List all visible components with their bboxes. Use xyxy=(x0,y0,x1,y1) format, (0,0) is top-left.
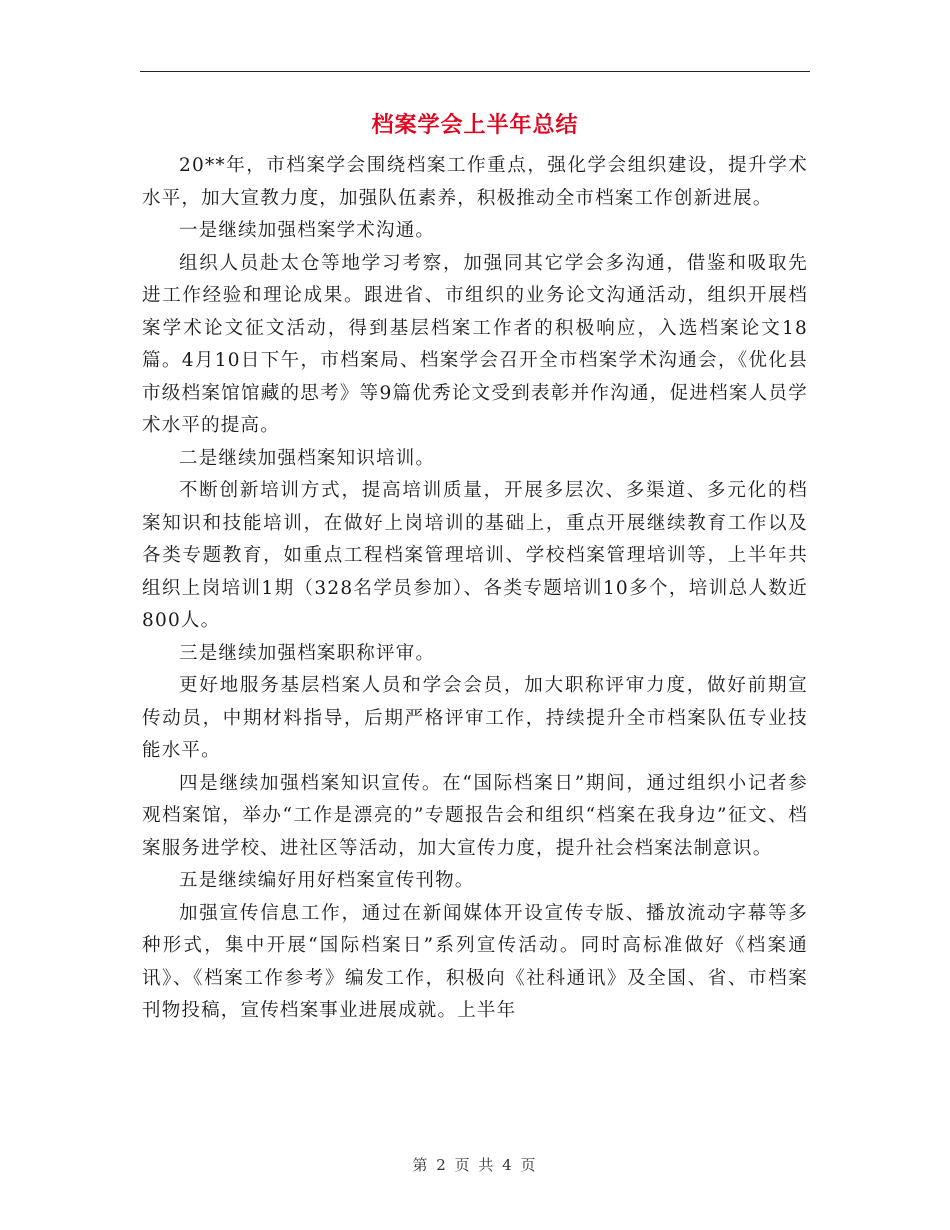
document-title: 档案学会上半年总结 xyxy=(371,113,579,138)
document-body xyxy=(142,150,808,1028)
header-rule xyxy=(140,71,810,72)
section-heading-5: 五是继续编好用好档案宣传刊物。 xyxy=(179,870,475,891)
paragraph-1: 组织人员赴太仓等地学习考察，加强同其它学会多沟通，借鉴和吸取先进工作经验和理论成果。跟进省、市组织的业务论文沟通活动，组织开展档案学术论文征文活动，得到基层档案工作者的积极响应，入选档案论文18篇。4月10日下午，市档案局、档案学会召开全市档案学术沟通会，《优化县市级档案馆馆藏的思考》等9篇优秀论文受到表彰并作沟通，促进档案人员学术水平的提高。 xyxy=(142,252,808,436)
paragraph-5: 加强宣传信息工作，通过在新闻媒体开设宣传专版、播放流动字幕等多种形式，集中开展“国际档案日”系列宣传活动。同时高标准做好《档案通讯》、《档案工作参考》编发工作，积极向《社科通讯》及全国、省、市档案刊物投稿，宣传档案事业进展成就。上半年 xyxy=(142,902,808,1021)
paragraph-2: 不断创新培训方式，提高培训质量，开展多层次、多渠道、多元化的档案知识和技能培训，在做好上岗培训的基础上，重点开展继续教育工作以及各类专题教育，如重点工程档案管理培训、学校档案管理培训等，上半年共组织上岗培训1期（328名学员参加）、各类专题培训10多个，培训总人数近800人。 xyxy=(142,480,808,631)
paragraph-3: 更好地服务基层档案人员和学会会员，加大职称评审力度，做好前期宣传动员，中期材料指导，后期严格评审工作，持续提升全市档案队伍专业技能水平。 xyxy=(142,675,808,761)
page-number-footer: 第 2 页 共 4 页 xyxy=(412,1156,538,1174)
section-heading-3: 三是继续加强档案职称评审。 xyxy=(179,642,436,664)
section-heading-2: 二是继续加强档案知识培训。 xyxy=(179,447,436,469)
paragraph-4: 四是继续加强档案知识宣传。在“国际档案日”期间，通过组织小记者参观档案馆，举办“工作是漂亮的”专题报告会和组织“档案在我身边”征文、档案服务进学校、进社区等活动，加大宣传力度，提升社会档案法制意识。 xyxy=(142,772,808,859)
paragraph-intro: 20**年，市档案学会围绕档案工作重点，强化学会组织建设，提升学术水平，加大宣教力度，加强队伍素养，积极推动全市档案工作创新进展。 xyxy=(142,155,808,209)
section-heading-1: 一是继续加强档案学术沟通。 xyxy=(179,220,436,241)
